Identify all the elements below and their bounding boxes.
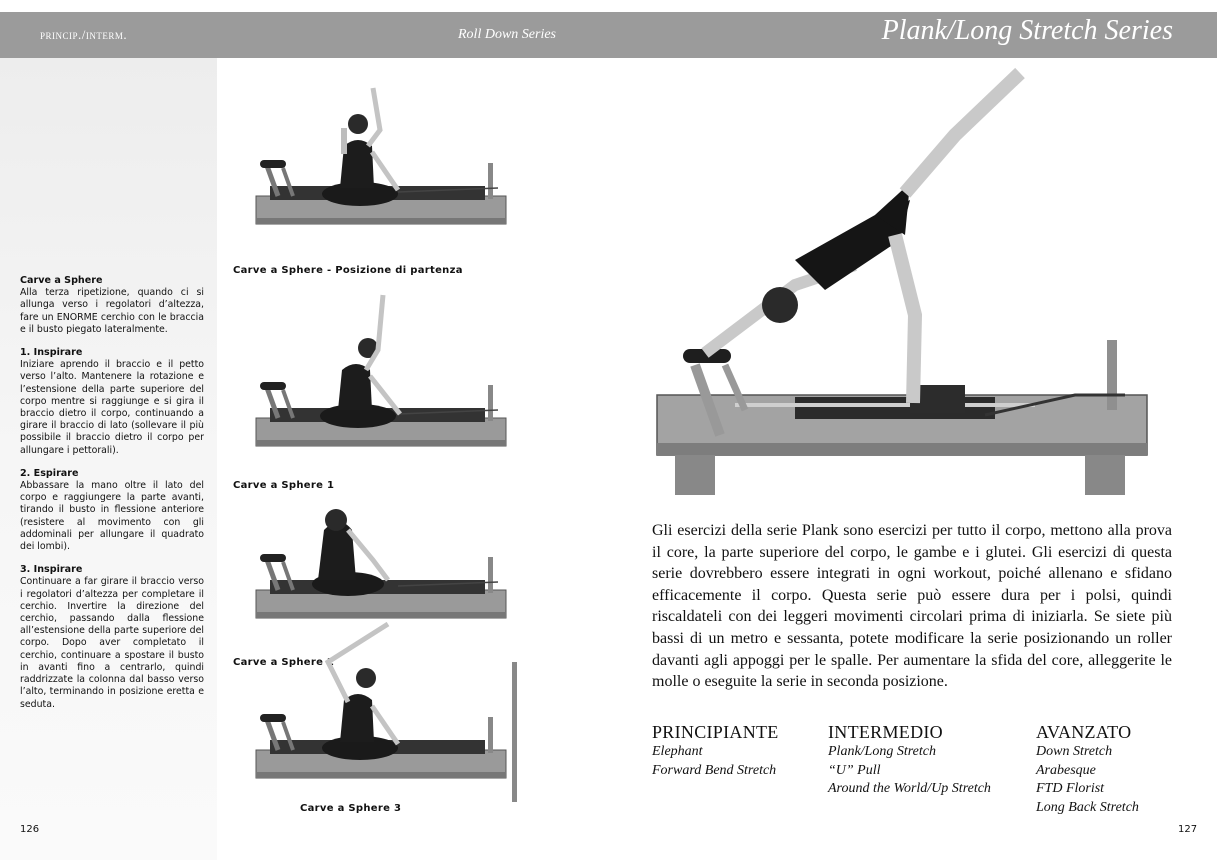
series-intro-paragraph: Gli esercizi della serie Plank sono esercizi per tutto il corpo, mettono alla prova il core, la parte superiore del corpo, le gambe e i glutei. Gli esercizi di questa serie dovrebbero essere integrati in ogni workout, poiché allenano e sfidano efficacemente il corpo. Questa serie può essere dura per i polsi, quindi riscaldateli con dei leggeri movimenti circolari prima di iniziarla. Se siete più bassi di un metro e sessanta, potete modificare la serie posizionando un roller davanti agli appoggi per le spalle. Per aumentare la sfida del core, alleggerite le molle o eseguite la serie in seconda posizione. <box>652 522 1172 691</box>
reformer-photo-step-1 <box>248 290 518 455</box>
exercise-item: Forward Bend Stretch <box>652 762 777 778</box>
level-principiante <box>652 722 779 780</box>
running-header <box>0 12 1217 58</box>
exercise-item: FTD Florist <box>1036 781 1105 796</box>
photo-caption: Carve a Sphere 2 <box>233 657 335 668</box>
reformer-photo-step-3 <box>248 622 518 802</box>
page-number-left: 126 <box>20 824 40 835</box>
exercise-item: Plank/Long Stretch <box>828 744 936 759</box>
exercise-item: Down Stretch <box>1036 744 1113 759</box>
step-text: Iniziare aprendo il braccio e il petto verso l’alto. Mantenere la rotazione e l’estensione della parte superiore del corpo mentre si raggiunge e si gira il braccio dietro il corpo, continuando a girare il braccio di lato (sollevare il più possibile il braccio dietro il corpo per allungare i pettorali). <box>20 359 204 456</box>
level-title: INTERMEDIO <box>828 722 943 742</box>
step-heading: 3. Inspirare <box>20 564 83 576</box>
header-level-label: princip./interm. <box>40 27 128 42</box>
header-series-right: Plank/Long Stretch Series <box>881 15 1173 46</box>
level-title: PRINCIPIANTE <box>652 722 779 742</box>
level-intermedio <box>828 722 991 799</box>
sidebar-title: Carve a Sphere <box>20 275 103 286</box>
photo-caption: Carve a Sphere 3 <box>300 803 402 814</box>
step-heading: 2. Espirare <box>20 467 79 479</box>
step-text: Abbassare la mano oltre il lato del corpo e raggiungere la parte avanti, tirando il busto in flessione anteriore (resistere al movimento con gli addominali per allungare il quadrato dei lombi). <box>20 480 204 553</box>
plank-long-stretch-photo <box>655 65 1160 505</box>
header-series-left: Roll Down Series <box>458 27 556 42</box>
level-title: AVANZATO <box>1036 722 1132 742</box>
exercise-item: Long Back Stretch <box>1036 799 1139 815</box>
sidebar-instructions <box>20 275 204 722</box>
sidebar-intro: Alla terza ripetizione, quando ci si allunga verso i regolatori d’altezza, fare un ENORME cerchio con le braccia e il busto piegato lateralmente. <box>20 287 204 335</box>
page-number-right: 127 <box>1178 824 1198 835</box>
exercise-item: Arabesque <box>1036 762 1096 778</box>
photo-caption: Carve a Sphere - Posizione di partenza <box>233 265 463 276</box>
step-heading: 1. Inspirare <box>20 347 83 359</box>
exercise-item: Elephant <box>652 744 703 759</box>
exercise-item: Around the World/Up Stretch <box>828 781 991 796</box>
reformer-photo-start <box>248 68 518 233</box>
level-avanzato <box>1036 722 1139 817</box>
exercise-item: “U” Pull <box>828 762 881 778</box>
step-text: Continuare a far girare il braccio verso i regolatori d’altezza per completare il cerchio. Invertire la direzione del cerchio, passando dalla flessione all’estensione della parte superiore del corpo. Dopo aver completato il cerchio, continuare a spostare il busto in avanti fino a centrarlo, quindi raddrizzate la colonna dal basso verso l’alto, terminando in posizione eretta e seduta. <box>20 576 204 710</box>
photo-caption: Carve a Sphere 1 <box>233 480 335 491</box>
